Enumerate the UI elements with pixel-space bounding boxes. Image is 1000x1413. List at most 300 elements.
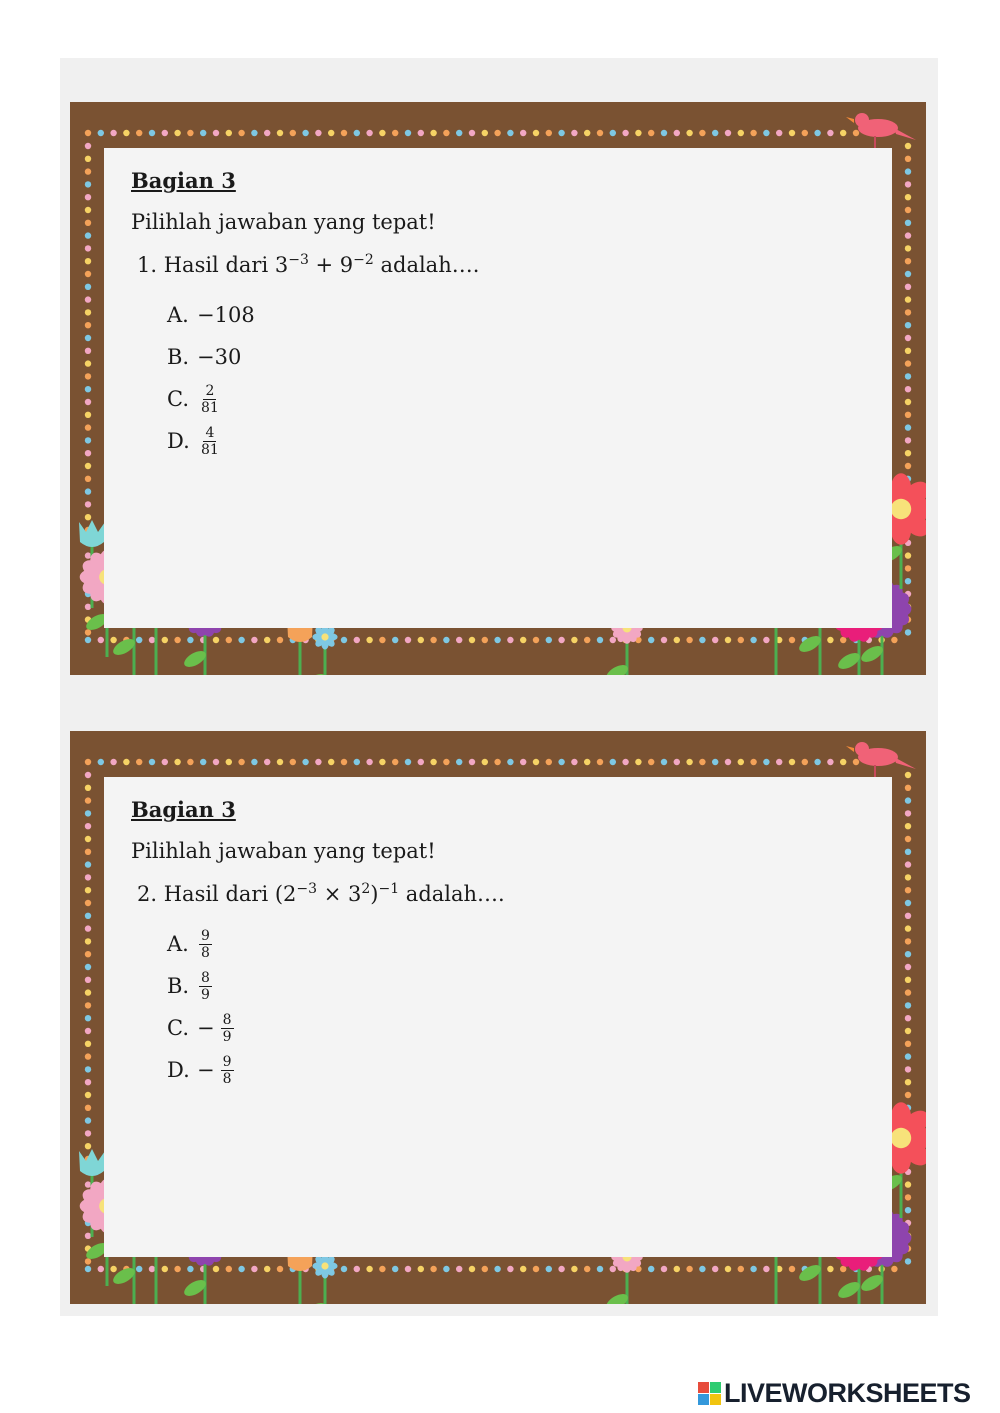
border-dot (725, 759, 731, 765)
border-dot (162, 130, 168, 136)
border-dot (905, 785, 911, 791)
card-content (131, 168, 479, 462)
border-dot (238, 637, 244, 643)
instruction-text: Pilihlah jawaban yang tepat! (131, 210, 436, 234)
border-dot (85, 1105, 91, 1111)
border-dot (674, 759, 680, 765)
border-dot (226, 130, 232, 136)
border-dot (661, 130, 667, 136)
bird-tail (894, 128, 916, 140)
section-heading: Bagian 3 (131, 797, 236, 822)
border-dot (827, 759, 833, 765)
border-dot (905, 1053, 911, 1059)
border-dot (905, 386, 911, 392)
border-dot (610, 637, 616, 643)
border-dot (520, 130, 526, 136)
border-dot (136, 637, 142, 643)
border-dot (405, 637, 411, 643)
option-letter: D. (167, 429, 190, 453)
border-dot (85, 220, 91, 226)
border-dot (85, 785, 91, 791)
border-dot (469, 759, 475, 765)
border-dot (905, 232, 911, 238)
border-dot (533, 637, 539, 643)
border-dot (226, 637, 232, 643)
border-dot (251, 759, 257, 765)
border-dot (85, 836, 91, 842)
border-dot (469, 1266, 475, 1272)
border-dot (699, 759, 705, 765)
option-a[interactable] (167, 294, 479, 336)
border-dot (494, 130, 500, 136)
border-dot (85, 309, 91, 315)
option-letter: A. (167, 303, 189, 327)
border-dot (610, 1266, 616, 1272)
border-dot (802, 759, 808, 765)
border-dot (533, 1266, 539, 1272)
denominator: 9 (222, 1028, 232, 1045)
border-dot (905, 1258, 911, 1264)
border-dot (379, 130, 385, 136)
border-dot (85, 849, 91, 855)
border-dot (85, 772, 91, 778)
border-dot (520, 759, 526, 765)
border-dot (776, 759, 782, 765)
question-mid2: ) (370, 882, 379, 906)
border-dot (290, 130, 296, 136)
border-dot (85, 348, 91, 354)
border-dot (905, 900, 911, 906)
border-dot (610, 759, 616, 765)
card-content (131, 797, 505, 1091)
border-dot (905, 309, 911, 315)
border-dot (571, 130, 577, 136)
border-dot (85, 797, 91, 803)
border-dot (802, 130, 808, 136)
border-dot (661, 637, 667, 643)
border-dot (85, 130, 91, 136)
border-dot (366, 759, 372, 765)
border-dot (405, 1266, 411, 1272)
border-dot (789, 637, 795, 643)
border-dot (763, 759, 769, 765)
border-dot (905, 258, 911, 264)
border-dot (238, 130, 244, 136)
border-dot (905, 296, 911, 302)
border-dot (827, 637, 833, 643)
border-dot (905, 1066, 911, 1072)
border-dot (85, 463, 91, 469)
border-dot (85, 810, 91, 816)
border-dot (85, 989, 91, 995)
border-dot (558, 130, 564, 136)
border-dot (750, 1266, 756, 1272)
border-dot (85, 1130, 91, 1136)
border-dot (290, 759, 296, 765)
border-dot (763, 130, 769, 136)
border-dot (85, 1117, 91, 1123)
border-dot (366, 130, 372, 136)
border-dot (905, 578, 911, 584)
border-dot (443, 637, 449, 643)
border-dot (905, 168, 911, 174)
border-dot (533, 130, 539, 136)
border-dot (905, 1079, 911, 1085)
border-dot (597, 1266, 603, 1272)
border-dot (905, 463, 911, 469)
border-dot (226, 1266, 232, 1272)
flower-center (891, 1128, 911, 1148)
border-dot (686, 130, 692, 136)
border-dot (85, 759, 91, 765)
border-dot (136, 1266, 142, 1272)
border-dot (366, 637, 372, 643)
border-dot (85, 1079, 91, 1085)
border-dot (905, 836, 911, 842)
border-dot (328, 130, 334, 136)
border-dot (85, 1258, 91, 1264)
border-dot (85, 823, 91, 829)
border-dot (366, 1266, 372, 1272)
border-dot (853, 759, 859, 765)
denominator: 9 (201, 986, 210, 1003)
option-letter: C. (167, 1016, 189, 1040)
denominator: 81 (201, 441, 219, 458)
border-dot (789, 130, 795, 136)
border-dot (905, 989, 911, 995)
border-dot (277, 130, 283, 136)
border-dot (264, 637, 270, 643)
border-dot (905, 1028, 911, 1034)
border-dot (85, 861, 91, 867)
border-dot (213, 637, 219, 643)
border-dot (430, 759, 436, 765)
border-dot (85, 887, 91, 893)
border-dot (392, 637, 398, 643)
border-dot (85, 1053, 91, 1059)
border-dot (85, 450, 91, 456)
border-dot (905, 450, 911, 456)
border-dot (85, 977, 91, 983)
border-dot (85, 951, 91, 957)
border-dot (840, 1266, 846, 1272)
border-dot (379, 1266, 385, 1272)
border-dot (546, 759, 552, 765)
option-letter: C. (167, 387, 189, 411)
border-dot (264, 130, 270, 136)
question-number: 1. (137, 253, 158, 277)
flower-center (321, 633, 328, 640)
border-dot (725, 637, 731, 643)
border-dot (648, 1266, 654, 1272)
border-dot (85, 900, 91, 906)
border-dot (85, 168, 91, 174)
border-dot (430, 1266, 436, 1272)
tulip-head (79, 520, 105, 547)
answer-options (167, 294, 479, 462)
border-dot (302, 759, 308, 765)
border-dot (891, 1266, 897, 1272)
border-dot (85, 399, 91, 405)
border-dot (162, 1266, 168, 1272)
border-dot (354, 130, 360, 136)
section-heading: Bagian 3 (131, 168, 236, 193)
border-dot (85, 296, 91, 302)
border-dot (277, 637, 283, 643)
border-dot (85, 194, 91, 200)
border-dot (789, 1266, 795, 1272)
border-dot (469, 130, 475, 136)
border-dot (520, 1266, 526, 1272)
border-dot (827, 1266, 833, 1272)
border-dot (584, 1266, 590, 1272)
border-dot (98, 1266, 104, 1272)
border-dot (174, 759, 180, 765)
border-dot (85, 284, 91, 290)
border-dot (456, 130, 462, 136)
border-dot (149, 130, 155, 136)
border-dot (750, 130, 756, 136)
numerator: 9 (201, 927, 210, 944)
border-dot (110, 637, 116, 643)
border-dot (738, 1266, 744, 1272)
border-dot (85, 476, 91, 482)
border-dot (85, 373, 91, 379)
border-dot (546, 637, 552, 643)
border-dot (354, 637, 360, 643)
logo-tile (710, 1382, 721, 1393)
border-dot (597, 130, 603, 136)
border-dot (85, 514, 91, 520)
border-dot (905, 629, 911, 635)
border-dot (162, 637, 168, 643)
border-dot (686, 759, 692, 765)
border-dot (85, 1266, 91, 1272)
instruction-text: Pilihlah jawaban yang tepat! (131, 839, 436, 863)
border-dot (123, 130, 129, 136)
border-dot (85, 1015, 91, 1021)
border-dot (905, 823, 911, 829)
fraction (221, 1012, 234, 1045)
border-dot (251, 637, 257, 643)
border-dot (905, 412, 911, 418)
border-dot (905, 1194, 911, 1200)
numerator: 8 (222, 1011, 232, 1028)
border-dot (905, 1207, 911, 1213)
border-dot (226, 759, 232, 765)
border-dot (750, 637, 756, 643)
border-dot (85, 322, 91, 328)
option-value (197, 425, 221, 458)
fraction (199, 425, 221, 458)
logo-tile (710, 1394, 721, 1405)
border-dot (98, 759, 104, 765)
border-dot (712, 759, 718, 765)
border-dot (661, 759, 667, 765)
border-dot (85, 1002, 91, 1008)
border-dot (482, 130, 488, 136)
border-dot (905, 143, 911, 149)
border-dot (738, 130, 744, 136)
border-dot (98, 130, 104, 136)
border-dot (85, 156, 91, 162)
border-dot (482, 637, 488, 643)
border-dot (213, 130, 219, 136)
border-dot (725, 1266, 731, 1272)
border-dot (622, 130, 628, 136)
minus-sign: − (197, 1016, 215, 1040)
fraction (221, 1054, 234, 1087)
border-dot (85, 412, 91, 418)
border-dot (85, 360, 91, 366)
denominator: 8 (201, 944, 210, 961)
border-dot (162, 759, 168, 765)
question-card-1 (70, 102, 926, 675)
border-dot (905, 1002, 911, 1008)
question-exponent: −3 (288, 252, 309, 268)
border-dot (85, 335, 91, 341)
border-dot (686, 637, 692, 643)
border-dot (494, 637, 500, 643)
border-dot (85, 604, 91, 610)
border-dot (725, 130, 731, 136)
option-letter: D. (167, 1058, 190, 1082)
border-dot (110, 130, 116, 136)
border-dot (891, 637, 897, 643)
border-dot (584, 637, 590, 643)
numerator: 2 (205, 382, 215, 399)
border-dot (584, 130, 590, 136)
border-dot (110, 759, 116, 765)
denominator: 81 (201, 399, 219, 416)
border-dot (686, 1266, 692, 1272)
question-exponent: −3 (296, 881, 318, 897)
border-dot (853, 130, 859, 136)
border-dot (674, 130, 680, 136)
border-dot (85, 925, 91, 931)
border-dot (571, 637, 577, 643)
question-prefix: Hasil dari 3 (163, 253, 289, 277)
liveworksheets-logo (698, 1378, 971, 1408)
border-dot (905, 399, 911, 405)
border-dot (341, 759, 347, 765)
border-dot (622, 759, 628, 765)
option-c[interactable] (167, 378, 479, 420)
border-dot (905, 849, 911, 855)
border-dot (123, 759, 129, 765)
fraction (199, 970, 212, 1003)
border-dot (763, 637, 769, 643)
border-dot (546, 130, 552, 136)
option-letter: B. (167, 974, 190, 998)
question-exponent: −1 (378, 881, 400, 897)
border-dot (149, 759, 155, 765)
option-d[interactable] (167, 1049, 505, 1091)
border-dot (354, 1266, 360, 1272)
border-dot (905, 1181, 911, 1187)
border-dot (905, 1041, 911, 1047)
border-dot (85, 552, 91, 558)
option-c[interactable] (167, 1007, 505, 1049)
border-dot (507, 130, 513, 136)
border-dot (98, 637, 104, 643)
border-dot (430, 130, 436, 136)
border-dot (905, 194, 911, 200)
border-dot (905, 1015, 911, 1021)
border-dot (712, 130, 718, 136)
option-value: −108 (197, 303, 255, 327)
border-dot (392, 1266, 398, 1272)
border-dot (905, 913, 911, 919)
question-prefix: Hasil dari (2 (163, 882, 297, 906)
border-dot (905, 284, 911, 290)
question-suffix: adalah…. (373, 253, 480, 277)
border-dot (546, 1266, 552, 1272)
option-value (197, 1012, 234, 1045)
border-dot (738, 637, 744, 643)
border-dot (149, 637, 155, 643)
border-dot (85, 964, 91, 970)
logo-tiles-icon (698, 1382, 721, 1405)
border-dot (187, 637, 193, 643)
border-dot (905, 861, 911, 867)
bird-beak (846, 117, 854, 123)
border-dot (905, 220, 911, 226)
question-text (137, 252, 479, 294)
border-dot (469, 637, 475, 643)
border-dot (392, 130, 398, 136)
option-a[interactable] (167, 923, 505, 965)
border-dot (905, 181, 911, 187)
option-d[interactable] (167, 420, 479, 462)
option-letter: A. (167, 932, 189, 956)
border-dot (905, 938, 911, 944)
border-dot (648, 759, 654, 765)
border-dot (174, 130, 180, 136)
border-dot (905, 810, 911, 816)
border-dot (840, 130, 846, 136)
border-dot (200, 759, 206, 765)
border-dot (341, 637, 347, 643)
fraction (199, 383, 221, 416)
question-mid: × 3 (317, 882, 362, 906)
border-dot (750, 759, 756, 765)
border-dot (699, 130, 705, 136)
border-dot (85, 1181, 91, 1187)
border-dot (443, 130, 449, 136)
tulip-head (79, 1149, 105, 1176)
border-dot (905, 874, 911, 880)
border-dot (558, 759, 564, 765)
border-dot (85, 207, 91, 213)
border-dot (443, 1266, 449, 1272)
flower-center (321, 1262, 328, 1269)
option-b[interactable] (167, 965, 505, 1007)
question-exponent: −2 (353, 252, 374, 268)
border-dot (315, 759, 321, 765)
border-dot (85, 143, 91, 149)
border-dot (85, 629, 91, 635)
border-dot (789, 759, 795, 765)
border-dot (712, 1266, 718, 1272)
border-dot (405, 130, 411, 136)
border-dot (85, 1233, 91, 1239)
border-dot (674, 637, 680, 643)
numerator: 9 (222, 1053, 232, 1070)
border-dot (648, 130, 654, 136)
option-b[interactable] (167, 336, 479, 378)
border-dot (85, 437, 91, 443)
